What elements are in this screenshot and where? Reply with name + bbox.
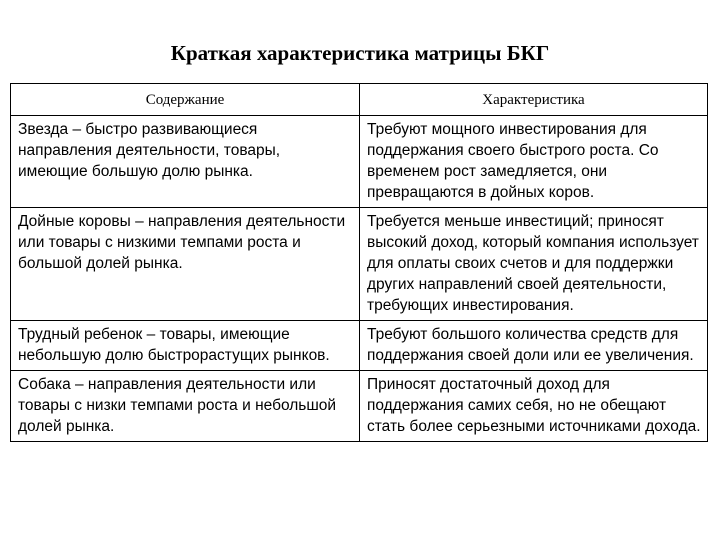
table-row-cash-cow	[11, 208, 708, 321]
row-characteristic-dog: Приносят достаточный доход для поддержания самих себя, но не обещают стать более серьезными источниками дохода.	[360, 371, 708, 442]
table-row-star	[11, 116, 708, 208]
row-characteristic-cash-cow: Требуется меньше инвестиций; приносят высокий доход, который компания использует для оплаты своих счетов и для поддержки других направлений своей деятельности, требующих инвестирования.	[360, 208, 708, 321]
row-content-cash-cow: Дойные коровы – направления деятельности или товары с низкими темпами роста и большой долей рынка.	[11, 208, 360, 321]
row-content-star: Звезда – быстро развивающиеся направления деятельности, товары, имеющие большую долю рынка.	[11, 116, 360, 208]
row-content-question-mark: Трудный ребенок – товары, имеющие небольшую долю быстрорастущих рынков.	[11, 321, 360, 371]
table-header-row	[11, 84, 708, 116]
page-title: Краткая характеристика матрицы БКГ	[170, 41, 550, 65]
bcg-matrix-table	[10, 83, 708, 442]
row-characteristic-star: Требуют мощного инвестирования для поддержания своего быстрого роста. Со временем рост замедляется, они превращаются в дойных коров.	[360, 116, 708, 208]
table-row-dog	[11, 371, 708, 442]
column-header-content: Содержание	[11, 84, 360, 116]
column-header-characteristic: Характеристика	[360, 84, 708, 116]
table-row-question-mark	[11, 321, 708, 371]
row-content-dog: Собака – направления деятельности или товары с низки темпами роста и небольшой долей рынка.	[11, 371, 360, 442]
row-characteristic-question-mark: Требуют большого количества средств для поддержания своей доли или ее увеличения.	[360, 321, 708, 371]
